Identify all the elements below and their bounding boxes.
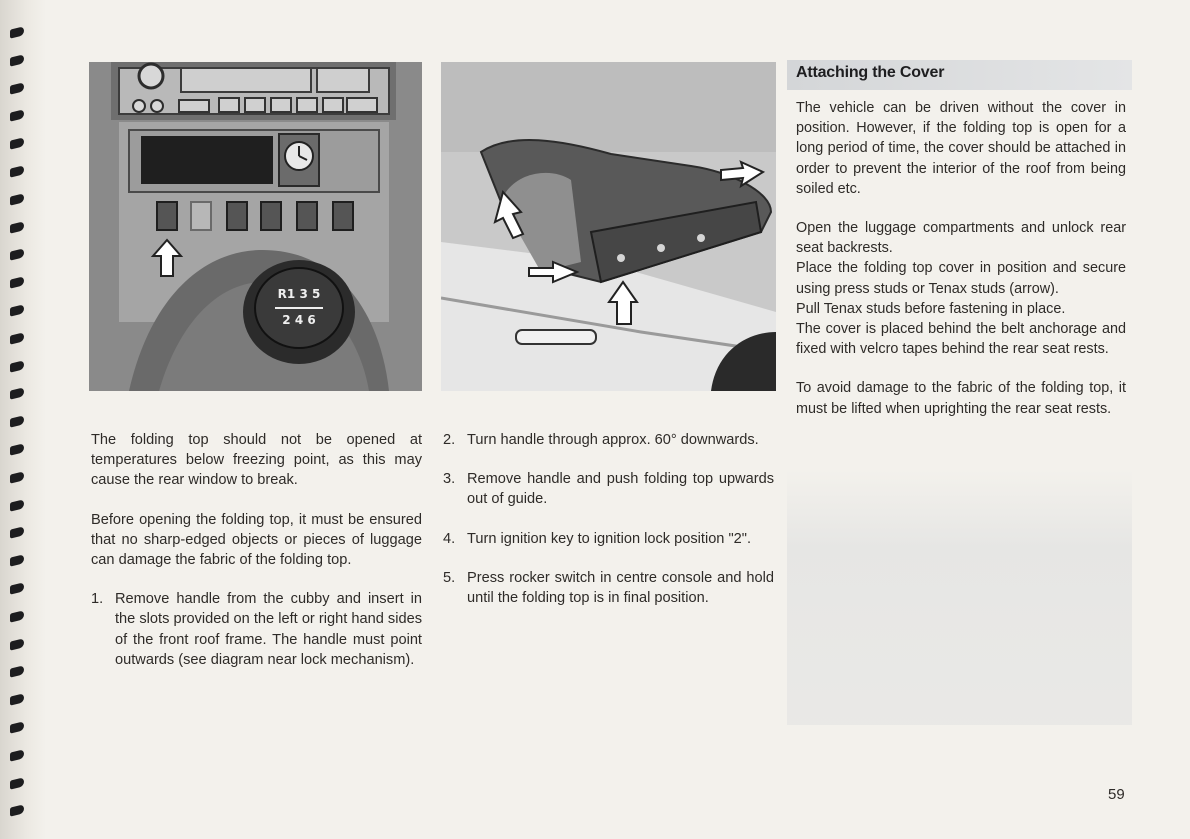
sharp-objects-warning: Before opening the folding top, it must be ensured that no sharp-edged objects or pieces of luggage can damage the fabric of the folding top.: [91, 511, 422, 569]
step-3: [443, 469, 774, 509]
binding-hole: [10, 721, 24, 733]
step-4: [443, 529, 774, 549]
step-text: Remove handle and push folding top upwards out of guide.: [467, 471, 774, 508]
step-number: 4.: [443, 530, 456, 547]
step-number: 3.: [443, 471, 456, 488]
binding-hole: [10, 471, 24, 483]
step-text: Press rocker switch in centre console and hold until the folding top is in final position.: [467, 569, 774, 607]
binding-hole: [10, 749, 24, 761]
binding-hole: [10, 360, 24, 372]
step-1: [91, 589, 422, 670]
binding-hole: [10, 666, 24, 678]
binding-hole: [10, 443, 24, 455]
binding-hole: [10, 777, 24, 789]
cover-illustration: [441, 62, 776, 391]
spiral-binding: [0, 0, 46, 839]
binding-hole: [10, 332, 24, 344]
binding-hole: [10, 249, 24, 261]
show-through-shading: [787, 470, 1132, 725]
left-text-column: [91, 430, 422, 689]
binding-hole: [10, 415, 24, 427]
step-5: [443, 568, 774, 608]
section-heading: Attaching the Cover: [796, 64, 945, 81]
steps-list-left: [91, 589, 422, 670]
binding-hole: [10, 388, 24, 400]
binding-hole: [10, 221, 24, 233]
binding-hole: [10, 610, 24, 622]
binding-hole: [10, 26, 24, 38]
binding-hole: [10, 82, 24, 94]
console-illustration: [89, 62, 422, 391]
cover-caution: To avoid damage to the fabric of the folding top, it must be lifted when uprighting the rear seat rests.: [796, 380, 1126, 417]
binding-hole: [10, 499, 24, 511]
freezing-warning: The folding top should not be opened at temperatures below freezing point, as this may cause the rear window to break.: [91, 432, 422, 489]
right-text-column: [796, 98, 1126, 438]
binding-hole: [10, 693, 24, 705]
step-number: 1.: [91, 591, 104, 608]
step-2: [443, 430, 774, 450]
step-text: Remove handle from the cubby and insert in the slots provided on the left or right hand sides of the front roof frame. The handle must point outwards (see diagram near lock mechanism).: [115, 591, 422, 668]
middle-text-column: [443, 430, 774, 627]
binding-hole: [10, 276, 24, 288]
binding-hole: [10, 805, 24, 817]
console-photo: [89, 62, 422, 391]
binding-hole: [10, 193, 24, 205]
page-number: 59: [1108, 786, 1125, 803]
gear-pattern-top: R1 3 5: [277, 287, 321, 301]
binding-hole: [10, 110, 24, 122]
binding-hole: [10, 137, 24, 149]
step-number: 2.: [443, 432, 456, 448]
binding-hole: [10, 54, 24, 66]
steps-list-middle: [443, 430, 774, 608]
binding-hole: [10, 165, 24, 177]
binding-hole: [10, 554, 24, 566]
cover-intro: The vehicle can be driven without the cover in position. However, if the folding top is open for a long period of time, the cover should be attached in order to prevent the interior of the roof from being soiled etc.: [796, 100, 1126, 197]
folding-top-photo: [441, 62, 776, 391]
step-text: Turn ignition key to ignition lock position "2".: [467, 530, 752, 547]
cover-instructions: Open the luggage compartments and unlock rear seat backrests. Place the folding top cover in position and secure using press studs or Tenax studs (arrow). Pull Tenax studs before fastening in place. The cover is placed behind the belt anchorage and fixed with velcro tapes behind the rear seat rests.: [796, 220, 1126, 358]
step-text: Turn handle through approx. 60° downwards.: [467, 432, 759, 448]
binding-hole: [10, 527, 24, 539]
gear-pattern-bottom: 2 4 6: [282, 313, 316, 327]
binding-hole: [10, 304, 24, 316]
binding-hole: [10, 582, 24, 594]
step-number: 5.: [443, 569, 456, 586]
binding-hole: [10, 638, 24, 650]
